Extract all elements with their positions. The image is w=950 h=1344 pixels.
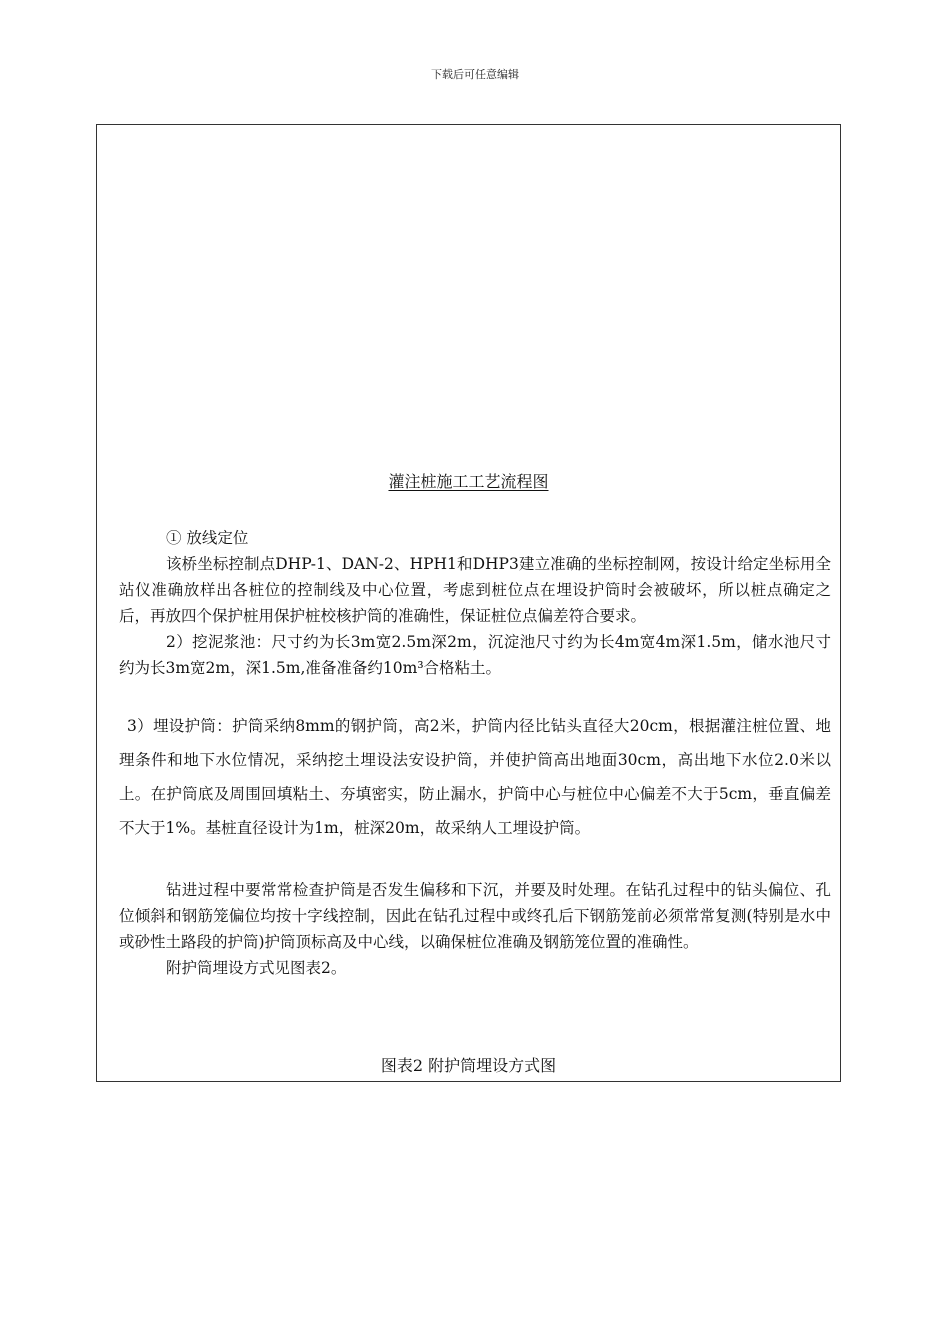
figure-caption: 图表2 附护筒埋设方式图	[380, 1056, 557, 1075]
flow-chart-title: 灌注桩施工工艺流程图	[388, 472, 549, 491]
document-frame	[96, 124, 841, 1082]
paragraph: 附护筒埋设方式见图表2。	[166, 959, 347, 977]
paragraph: 该桥坐标控制点DHP-1、DAN-2、HPH1和DHP3建立准确的坐标控制网，按设计给定坐标用全站仪准确放样出各桩位的控制线及中心位置，考虑到桩位点在埋设护筒时会被破坏，所以桩点确定之后，再放四个保护桩用保护桩校核护筒的准确性，保证桩位点偏差符合要求。	[119, 555, 831, 625]
section-casing	[119, 709, 831, 845]
paragraph: 3）埋设护筒：护筒采纳8mm的钢护筒，高2米，护筒内径比钻头直径大20cm，根据灌注桩位置、地理条件和地下水位情况，采纳挖土埋设法安设护筒，并使护筒高出地面30cm，高出地下水位2.0米以上。在护筒底及周围回填粘土、夯填密实，防止漏水，护筒中心与桩位中心偏差不大于5cm，垂直偏差不大于1%。基桩直径设计为1m，桩深20m，故采纳人工埋设护筒。	[119, 717, 831, 837]
section-positioning	[119, 525, 831, 681]
section-drilling	[119, 877, 831, 981]
header-note: 下载后可任意编辑	[431, 68, 519, 81]
section-heading: ① 放线定位	[166, 529, 249, 547]
paragraph: 2）挖泥浆池：尺寸约为长3m宽2.5m深2m，沉淀池尺寸约为长4m宽4m深1.5m，储水池尺寸约为长3m宽2m，深1.5m,准备准备约10m³合格粘土。	[119, 633, 832, 677]
paragraph: 钻进过程中要常常检查护筒是否发生偏移和下沉，并要及时处理。在钻孔过程中的钻头偏位、孔位倾斜和钢筋笼偏位均按十字线控制，因此在钻孔过程中或终孔后下钢筋笼前必须常常复测(特别是水中或砂性土路段的护筒)护筒顶标高及中心线，以确保桩位准确及钢筋笼位置的准确性。	[119, 881, 831, 951]
